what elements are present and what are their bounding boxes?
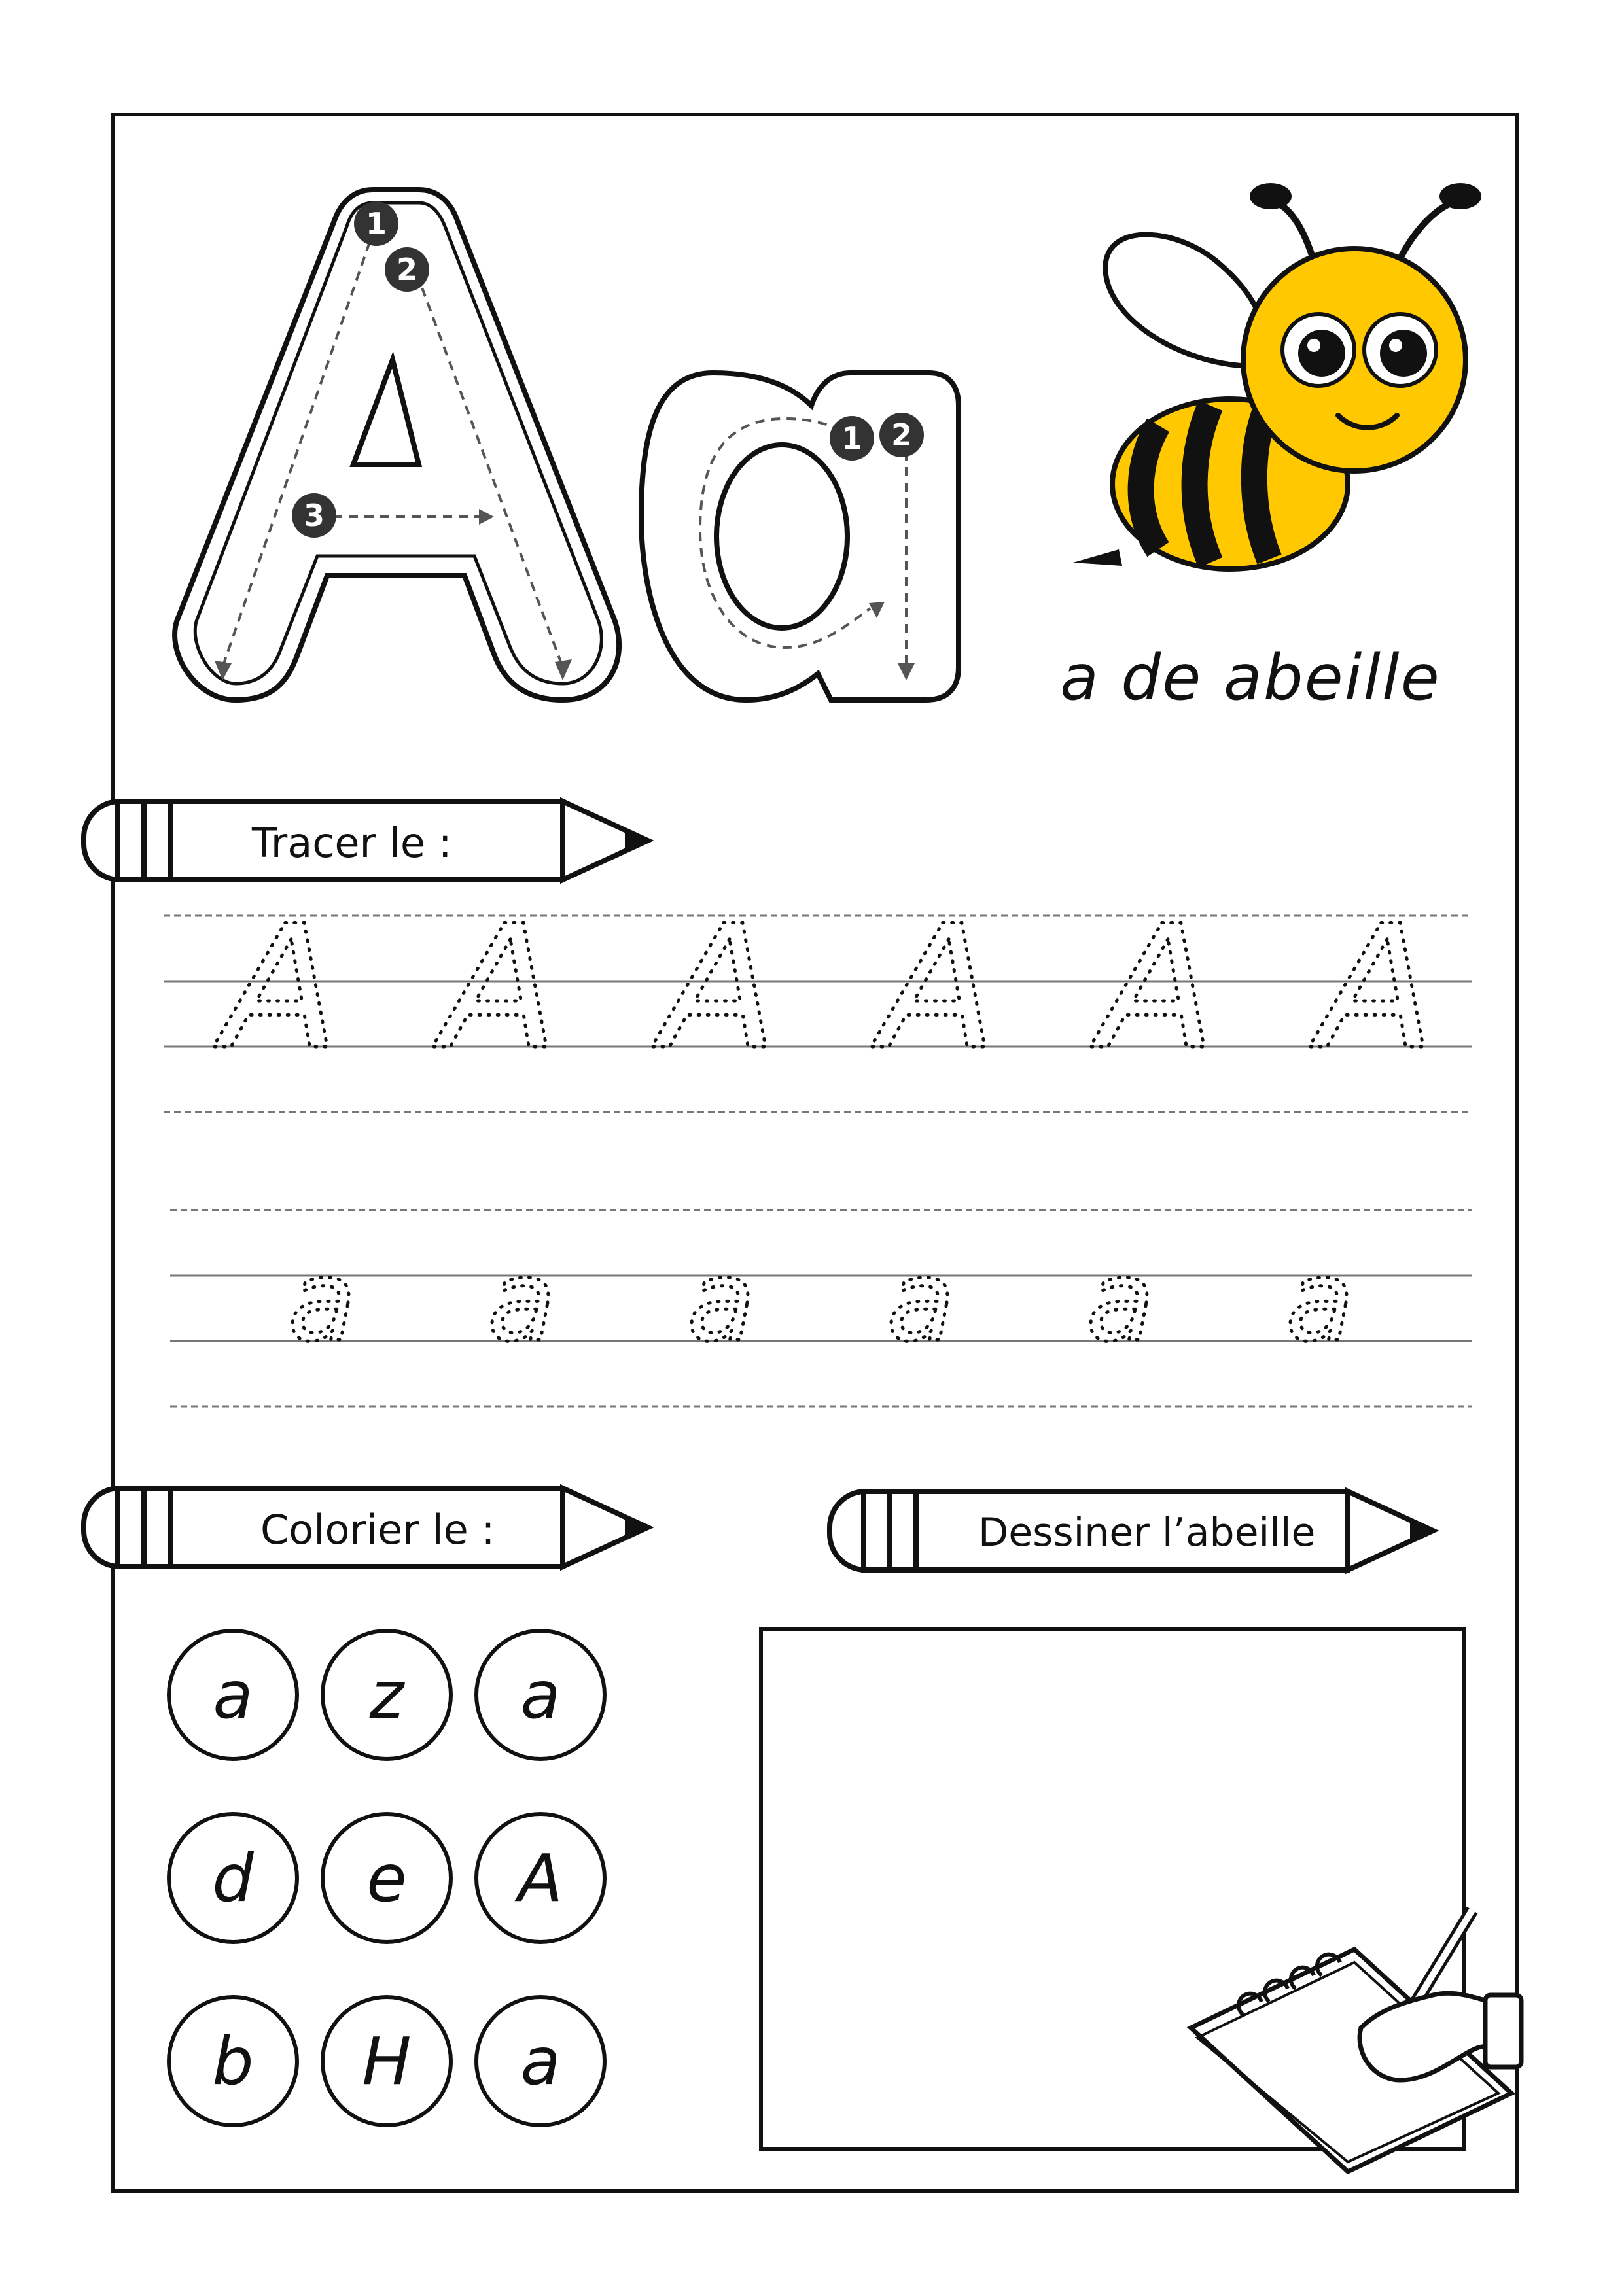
color-circle-2[interactable]: z bbox=[321, 1629, 453, 1761]
trace-upper-glyph-4: A bbox=[880, 903, 997, 1087]
stroke-number-2: 2 bbox=[396, 252, 418, 287]
bee-illustration bbox=[1060, 170, 1518, 589]
stroke-number-3: 3 bbox=[303, 498, 325, 533]
trace-upper-glyph-3: A bbox=[661, 903, 777, 1087]
trace-upper-glyph-1: A bbox=[222, 903, 339, 1087]
color-section-label: Colorier le : bbox=[260, 1506, 495, 1554]
hand-writing-notebook-icon bbox=[1184, 1897, 1525, 2185]
trace-lower-glyph-4: a bbox=[887, 1237, 955, 1366]
caption-a-de-abeille: a de abeille bbox=[1060, 641, 1441, 714]
tracing-area bbox=[157, 903, 1479, 1439]
trace-lower-glyph-6: a bbox=[1286, 1237, 1354, 1366]
color-circle-9[interactable]: a bbox=[474, 1995, 607, 2127]
trace-upper-glyph-6: A bbox=[1318, 903, 1435, 1087]
trace-lower-glyph-2: a bbox=[487, 1237, 556, 1366]
color-circle-7[interactable]: b bbox=[167, 1995, 299, 2127]
letter-outline-Aa bbox=[157, 164, 988, 739]
color-circle-1[interactable]: a bbox=[167, 1629, 299, 1761]
color-circle-6[interactable]: A bbox=[474, 1812, 607, 1944]
trace-lower-glyph-3: a bbox=[687, 1237, 756, 1366]
trace-upper-glyph-5: A bbox=[1099, 903, 1216, 1087]
color-circle-3[interactable]: a bbox=[474, 1629, 607, 1761]
trace-upper-glyph-2: A bbox=[442, 903, 558, 1087]
color-circle-5[interactable]: e bbox=[321, 1812, 453, 1944]
stroke-number-lower-2: 2 bbox=[891, 417, 913, 453]
trace-lower-glyph-1: a bbox=[288, 1237, 357, 1366]
stroke-number-lower-1: 1 bbox=[841, 421, 863, 456]
draw-section-label: Dessiner l’abeille bbox=[978, 1510, 1316, 1556]
trace-lower-glyph-5: a bbox=[1086, 1237, 1155, 1366]
color-circle-8[interactable]: H bbox=[321, 1995, 453, 2127]
trace-section-label: Tracer le : bbox=[252, 819, 452, 867]
stroke-number-1: 1 bbox=[365, 206, 387, 241]
color-circle-4[interactable]: d bbox=[167, 1812, 299, 1944]
